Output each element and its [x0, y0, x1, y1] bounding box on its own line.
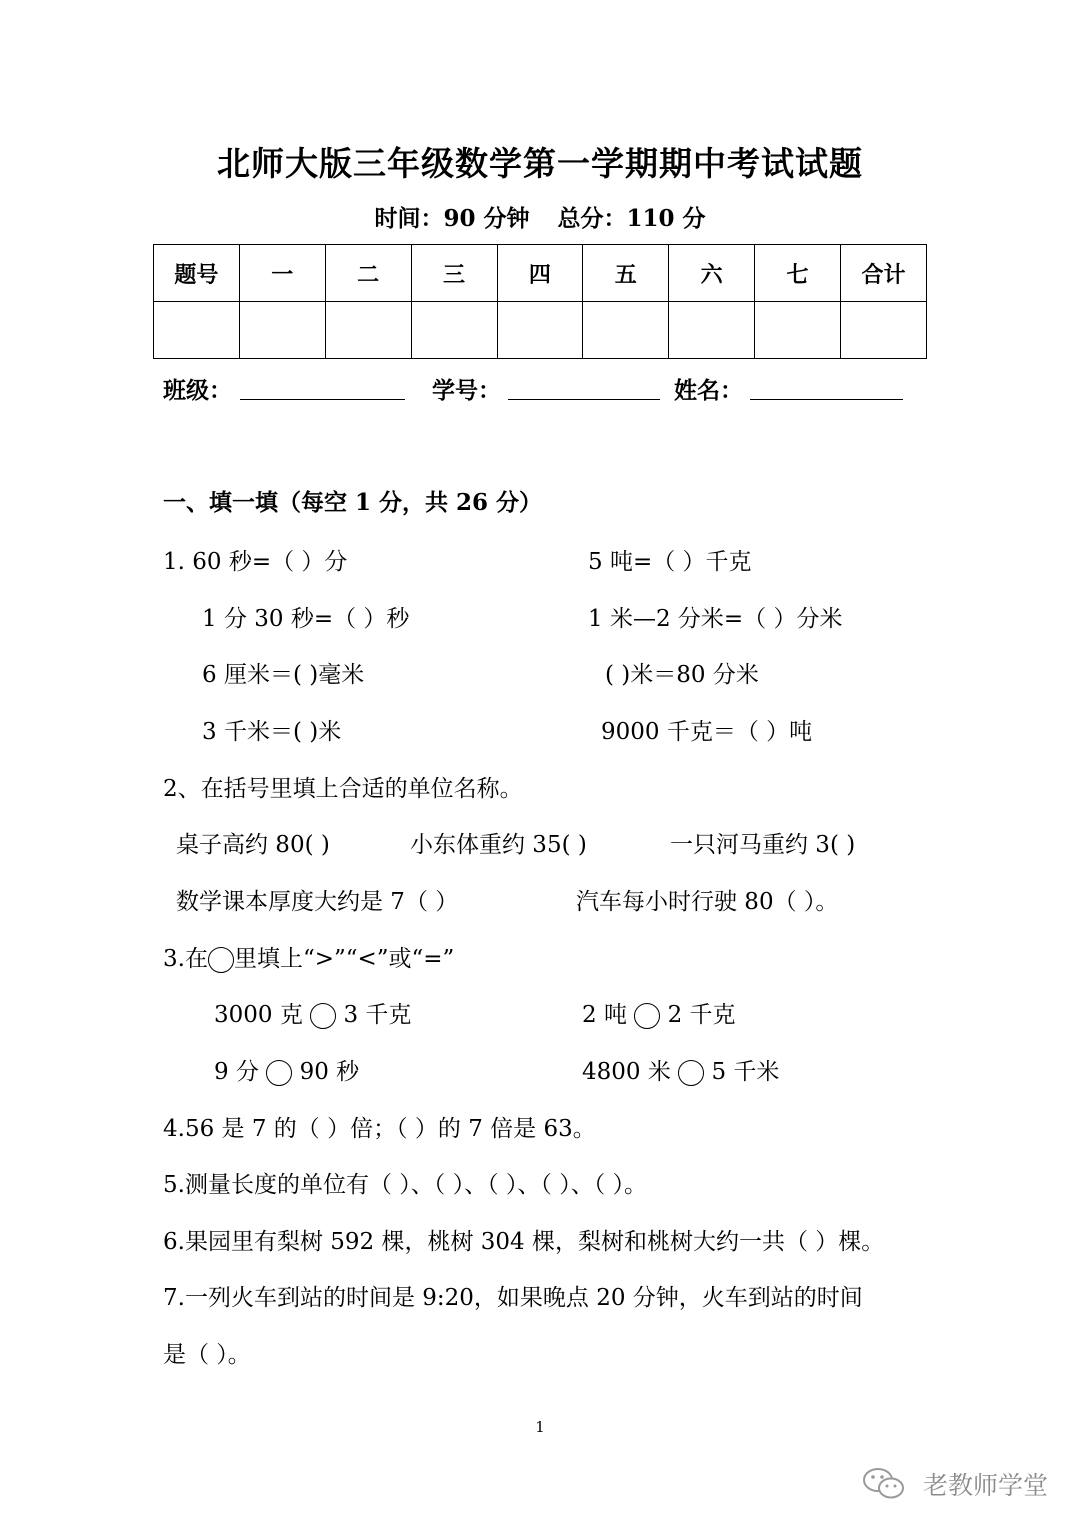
exam-meta [0, 200, 1080, 233]
name-label: 姓名： [674, 377, 743, 404]
q3-prompt [163, 940, 454, 973]
q1-row4-left: 3 千米＝( )米 [202, 719, 342, 745]
q3-compare-right: 5 千米 [711, 1059, 780, 1085]
score-cell [669, 302, 755, 359]
q4-text: 4.56 是 7 的（ ）倍；（ ）的 7 倍是 63。 [163, 1116, 596, 1142]
score-table-header-row [154, 245, 927, 302]
score-table-header: 七 [755, 245, 841, 302]
watermark-text: 老教师学堂 [922, 1471, 1048, 1500]
score-table-header: 一 [239, 245, 325, 302]
q1-row2-right: 1 米—2 分米=（ ）分米 [588, 606, 843, 632]
q1-row3-right: ( )米＝80 分米 [605, 662, 759, 688]
wechat-icon [862, 1466, 906, 1502]
score-cell [411, 302, 497, 359]
q3-prompt-post: 里填上“>”“<”或“=” [233, 946, 455, 972]
page-title: 北师大版三年级数学第一学期期中考试试题 [217, 144, 863, 183]
q3-compare-2 [582, 996, 736, 1029]
q6-text: 6.果园里有梨树 592 棵，桃树 304 棵，梨树和桃树大约一共（ ）棵。 [163, 1229, 885, 1255]
q3-compare-left: 2 吨 [582, 1002, 627, 1028]
score-table [153, 244, 927, 359]
score-cell [841, 302, 927, 359]
q3-compare-left: 4800 米 [582, 1059, 671, 1085]
score-table-header: 二 [325, 245, 411, 302]
exam-total-score: 总分：110 分 [557, 205, 706, 232]
q3-compare-4 [582, 1053, 779, 1086]
student-number-label: 学号： [432, 377, 501, 404]
q1-row3-left: 6 厘米＝( )毫米 [202, 662, 365, 688]
q3-compare-3 [214, 1053, 359, 1086]
compare-circle-icon[interactable] [266, 1060, 292, 1086]
q7-text-line1: 7.一列火车到站的时间是 9:20，如果晚点 20 分钟，火车到站的时间 [163, 1285, 863, 1311]
score-cell [239, 302, 325, 359]
q2-prompt: 2、在括号里填上合适的单位名称。 [163, 776, 523, 802]
q3-compare-left: 3000 克 [214, 1002, 303, 1028]
score-cell [583, 302, 669, 359]
score-table-header: 四 [497, 245, 583, 302]
score-table-header: 合计 [841, 245, 927, 302]
q3-compare-right: 2 千克 [667, 1002, 736, 1028]
score-table-header: 五 [583, 245, 669, 302]
q7-text-line2: 是（ ）。 [163, 1342, 251, 1368]
q1-row2-left: 1 分 30 秒=（ ）秒 [202, 606, 410, 632]
exam-time: 时间：90 分钟 [374, 205, 530, 232]
q2-item-hippo: 一只河马重约 3( ) [670, 832, 856, 858]
student-number-blank-line [508, 399, 660, 400]
compare-circle-icon[interactable] [310, 1003, 336, 1029]
compare-circle-icon [208, 947, 234, 973]
compare-circle-icon[interactable] [634, 1003, 660, 1029]
q3-compare-1 [214, 996, 411, 1029]
q3-compare-right: 90 秒 [299, 1059, 360, 1085]
class-label: 班级： [163, 377, 232, 404]
name-blank-line [750, 399, 903, 400]
q3-compare-right: 3 千克 [343, 1002, 412, 1028]
q5-text: 5.测量长度的单位有（ ）、（ ）、（ ）、（ ）、（ ）。 [163, 1172, 647, 1198]
section-1-heading: 一、填一填（每空 1 分，共 26 分） [163, 489, 543, 516]
score-table-header: 三 [411, 245, 497, 302]
q1-row1-left: 1. 60 秒=（ ）分 [163, 549, 348, 575]
q3-compare-left: 9 分 [214, 1059, 259, 1085]
q2-item-book-thickness: 数学课本厚度大约是 7（ ） [176, 889, 459, 915]
q2-item-weight: 小东体重约 35( ) [410, 832, 587, 858]
score-cell [497, 302, 583, 359]
q3-prompt-pre: 3.在 [163, 946, 208, 972]
q1-row1-right: 5 吨=（ ）千克 [588, 549, 752, 575]
score-table-header: 题号 [154, 245, 240, 302]
score-table-header: 六 [669, 245, 755, 302]
q2-item-desk-height: 桌子高约 80( ) [176, 832, 330, 858]
q2-item-car-speed: 汽车每小时行驶 80（ ）。 [576, 889, 839, 915]
score-table-blank-row [154, 302, 927, 359]
class-blank-line [240, 399, 405, 400]
score-cell [154, 302, 240, 359]
page-number: 1 [535, 1418, 545, 1436]
compare-circle-icon[interactable] [678, 1060, 704, 1086]
q1-row4-right: 9000 千克＝（ ）吨 [601, 719, 813, 745]
score-cell [755, 302, 841, 359]
score-cell [325, 302, 411, 359]
